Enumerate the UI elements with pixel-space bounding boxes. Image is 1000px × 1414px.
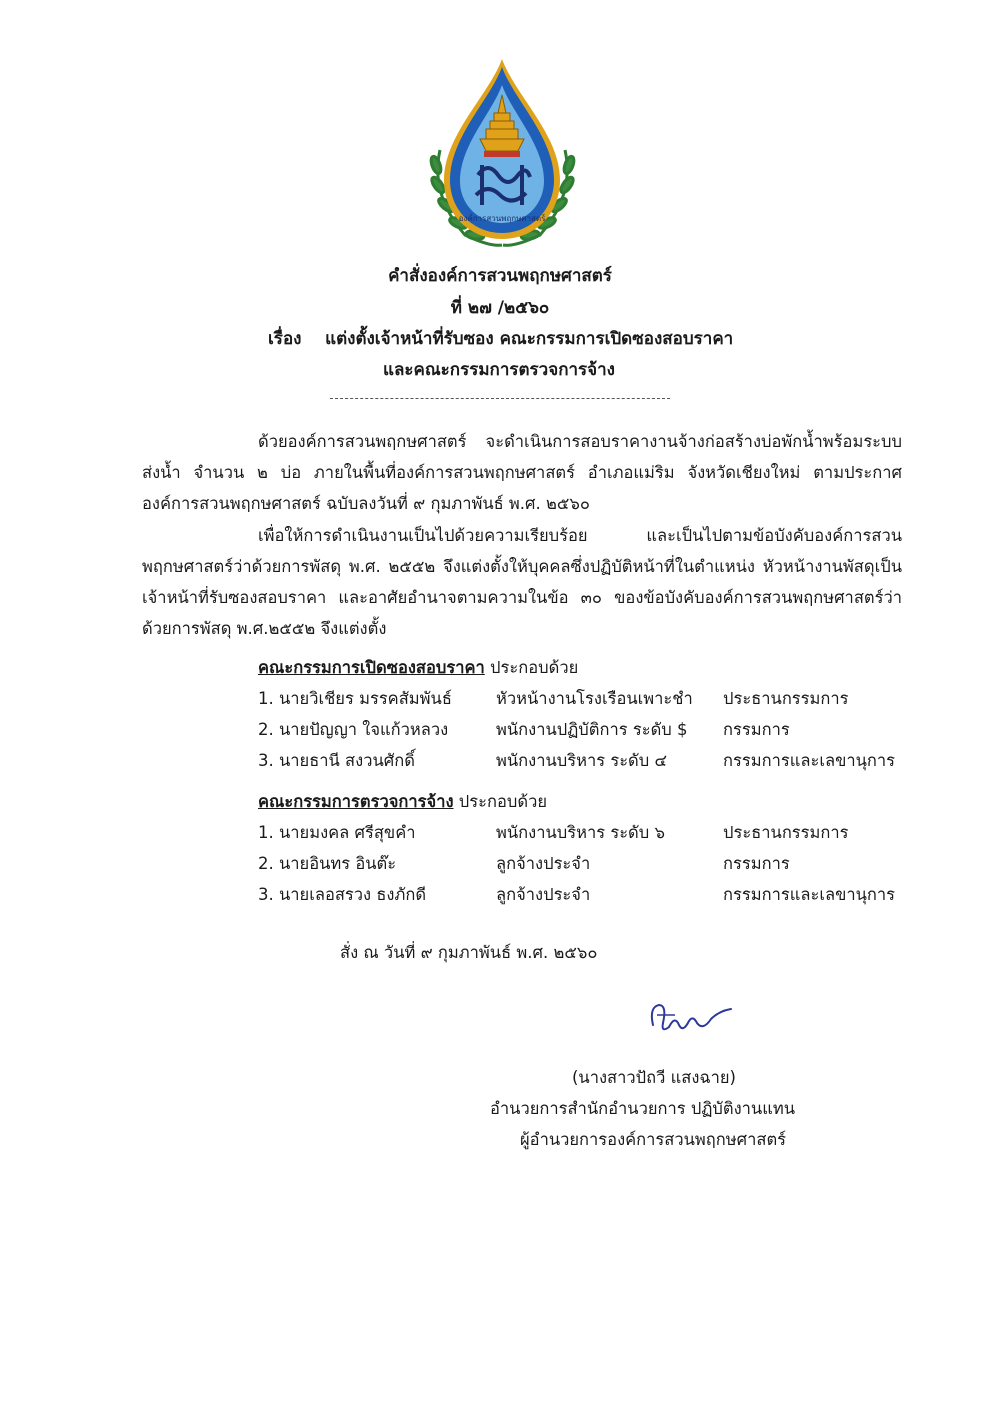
- committee-member-row: [258, 879, 896, 910]
- header: [0, 260, 1000, 324]
- member-position: หัวหน้างานโรงเรือนเพาะชำ: [496, 689, 693, 708]
- emblem-icon: [420, 55, 585, 255]
- committee-opening-suffix: ประกอบด้วย: [484, 658, 579, 677]
- order-number: [0, 292, 1000, 324]
- member-role: ประธานกรรมการ: [723, 823, 849, 842]
- page-title: คำสั่งองค์การสวนพฤกษศาสตร์: [388, 266, 612, 286]
- member-role: กรรมการ: [723, 854, 790, 873]
- member-position: ลูกจ้างประจำ: [496, 885, 591, 904]
- committee-inspection-title: คณะกรรมการตรวจการจ้าง: [258, 792, 454, 811]
- subject-text-1: แต่งตั้งเจ้าหน้าที่รับซอง คณะกรรมการเปิดซองสอบราคา: [325, 329, 734, 349]
- body-paragraph-2: เพื่อให้การดำเนินงานเป็นไปด้วยความเรียบร้อย และเป็นไปตามข้อบังคับองค์การสวนพฤกษศาสตร์ว่าด้วยการพัสดุ พ.ศ. ๒๕๕๒ จึงแต่งตั้งให้บุคคลซึ่งปฏิบัติหน้าที่ในตำแหน่ง หัวหน้างานพัสดุเป็นเจ้าหน้าที่รับซองสอบราคา และอาศัยอำนาจตามความในข้อ ๓๐ ของข้อบังคับองค์การสวนพฤกษศาสตร์ว่าด้วยการพัสดุ พ.ศ.๒๕๕๒ จึงแต่งตั้ง: [142, 526, 902, 638]
- member-name: 3. นายธานี สงวนศักดิ์: [258, 751, 415, 770]
- committee-inspection-suffix: ประกอบด้วย: [453, 792, 548, 811]
- subject-line: [268, 324, 733, 354]
- signature-block: [490, 1062, 910, 1155]
- order-prefix: ที่: [450, 298, 462, 318]
- signer-name: (นางสาวปัถวี แสงฉาย): [572, 1068, 736, 1087]
- body-paragraph-2-wrap: [142, 520, 902, 644]
- signer-title-1: อำนวยการสำนักอำนวยการ ปฏิบัติงานแทน: [490, 1099, 795, 1118]
- order-number-handwritten: ๒๗: [467, 298, 492, 318]
- member-role: กรรมการและเลขานุการ: [723, 751, 896, 770]
- member-position: พนักงานปฏิบัติการ ระดับ $: [496, 720, 688, 739]
- signer-title-2: ผู้อำนวยการองค์การสวนพฤกษศาสตร์: [520, 1130, 787, 1149]
- committee-member-row: [258, 683, 849, 714]
- divider: [330, 398, 670, 399]
- committee-opening-title: คณะกรรมการเปิดซองสอบราคา: [258, 658, 485, 677]
- committee-member-row: [258, 714, 790, 745]
- emblem-text: องค์การสวนพฤกษศาสตร์: [458, 214, 546, 223]
- member-name: 1. นายวิเชียร มรรคสัมพันธ์: [258, 689, 452, 708]
- member-name: 3. นายเลอสรวง ธงภักดี: [258, 885, 427, 904]
- committee-member-row: [258, 848, 790, 879]
- member-position: พนักงานบริหาร ระดับ ๔: [496, 751, 667, 770]
- order-date: สั่ง ณ วันที่ ๙ กุมภาพันธ์ พ.ศ. ๒๕๖๐: [340, 943, 598, 962]
- committee-inspection: [258, 786, 896, 910]
- committee-opening: [258, 652, 896, 776]
- signature-icon: [645, 995, 735, 1045]
- member-role: กรรมการ: [723, 720, 790, 739]
- body-paragraph-1-wrap: [142, 426, 902, 519]
- member-name: 2. นายอินทร อินต๊ะ: [258, 854, 397, 873]
- committee-inspection-heading: [258, 786, 547, 817]
- member-role: กรรมการและเลขานุการ: [723, 885, 896, 904]
- committee-member-row: [258, 745, 896, 776]
- committee-opening-heading: [258, 652, 578, 683]
- subject-text-2: และคณะกรรมการตรวจการจ้าง: [383, 360, 615, 380]
- subject-label: เรื่อง: [268, 329, 302, 349]
- member-position: พนักงานบริหาร ระดับ ๖: [496, 823, 665, 842]
- order-suffix: /๒๕๖๐: [497, 298, 550, 318]
- member-name: 1. นายมงคล ศรีสุขคำ: [258, 823, 416, 842]
- member-position: ลูกจ้างประจำ: [496, 854, 591, 873]
- committee-member-row: [258, 817, 849, 848]
- member-role: ประธานกรรมการ: [723, 689, 849, 708]
- member-name: 2. นายปัญญา ใจแก้วหลวง: [258, 720, 449, 739]
- body-paragraph-1: ด้วยองค์การสวนพฤกษศาสตร์ จะดำเนินการสอบราคางานจ้างก่อสร้างบ่อพักน้ำพร้อมระบบส่งน้ำ จำนวน ๒ บ่อ ภายในพื้นที่องค์การสวนพฤกษศาสตร์ อำเภอแม่ริม จังหวัดเชียงใหม่ ตามประกาศองค์การสวนพฤกษศาสตร์ ฉบับลงวันที่ ๙ กุมภาพันธ์ พ.ศ. ๒๕๖๐: [142, 432, 902, 513]
